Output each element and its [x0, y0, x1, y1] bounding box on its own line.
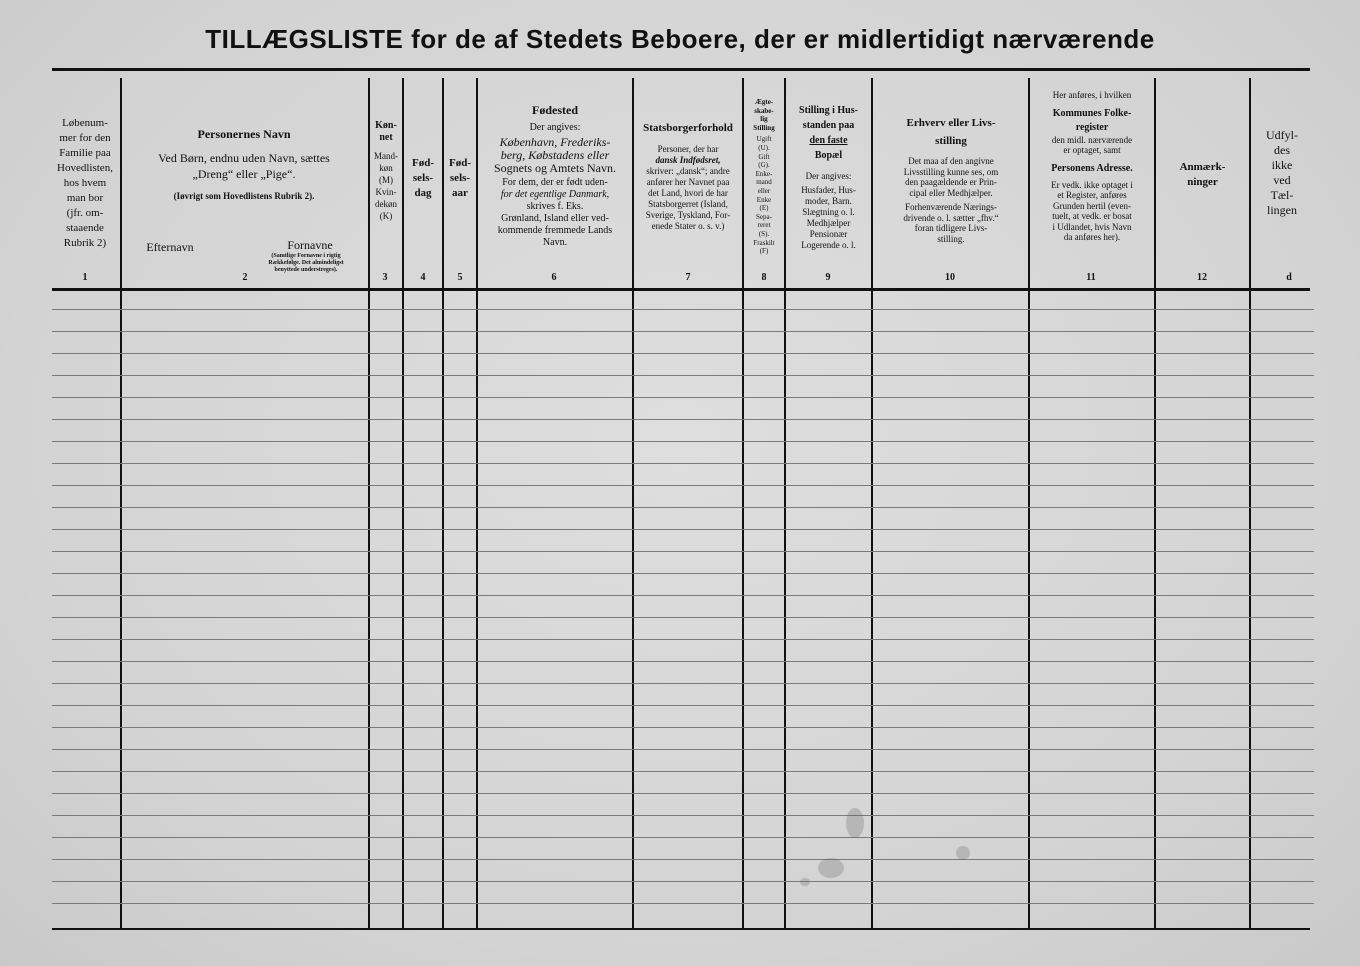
header-bottom-rule	[52, 288, 1310, 291]
col1-header: Løbenum- mer for den Familie paa Hovedlisten, hos hvem man bor (jfr. om- staaende Rubrik 2)	[57, 117, 113, 249]
col-number: 4	[420, 272, 426, 283]
row-line	[52, 353, 1314, 354]
row-line	[52, 771, 1314, 772]
paper-stain	[800, 878, 810, 886]
paper-stain	[846, 808, 864, 838]
col6-header: Fødested Der angives: København, Frederiks- berg, Købstadens eller Sognets og Amtets Navn. For dem, der er født uden- for det egentlige Danmark, skrives f. Eks. Grønland, Island eller ved- kommende fremmede Lands Navn.	[494, 103, 616, 248]
col-number: 12	[1197, 272, 1207, 283]
col-number: 10	[945, 272, 955, 283]
form-title: TILLÆGSLISTE for de af Stedets Beboere, der er midlertidigt nærværende	[205, 24, 1155, 54]
col8-header: Ægte- skabe- lig Stilling Ugift (U). Gift (G). Enke- mand eller Enke (E) Sepa- reret (S). Fraskilt (F)	[753, 98, 775, 256]
paper-stain	[956, 846, 970, 860]
col12-header: Anmærk- ninger	[1179, 161, 1226, 188]
col9-header: Stilling i Hus- standen paa den faste Bopæl Der angives: Husfader, Hus- moder, Barn. Slægtning o. l. Medhjælper Pensionær Logerende o. l.	[799, 105, 858, 250]
row-line	[52, 837, 1314, 838]
row-line	[52, 705, 1314, 706]
col-divider	[120, 78, 122, 930]
given-names-label: Fornavne	[287, 238, 333, 252]
row-line	[52, 441, 1314, 442]
col-number: 2	[242, 272, 248, 283]
col2-header: Personernes Navn Ved Børn, endnu uden Navn, sættes „Dreng“ eller „Pige“. (Iøvrigt som Hovedlistens Rubrik 2).	[158, 127, 330, 202]
row-line	[52, 749, 1314, 750]
col-divider	[402, 78, 404, 930]
row-line	[52, 485, 1314, 486]
col-number: 9	[825, 272, 831, 283]
col-divider	[1154, 78, 1156, 930]
row-line	[52, 727, 1314, 728]
row-line	[52, 595, 1314, 596]
row-line	[52, 507, 1314, 508]
paper-stain	[818, 858, 844, 878]
col-number: 7	[685, 272, 691, 283]
row-line	[52, 617, 1314, 618]
col7-header: Statsborgerforhold Personer, der har dansk Indfødsret, skriver: „dansk“; andre anfører her Navnet paa det Land, hvori de har Statsborgerret (Island, Sverige, Tyskland, For- enede Stater o. s. v.)	[643, 122, 733, 231]
row-line	[52, 661, 1314, 662]
top-rule	[52, 68, 1310, 71]
col-number: 8	[761, 272, 767, 283]
row-line	[52, 639, 1314, 640]
row-line	[52, 529, 1314, 530]
col5-header: Fød- sels- aar	[449, 157, 471, 199]
bottom-rule	[52, 928, 1310, 930]
row-line	[52, 903, 1314, 904]
col-number: 5	[457, 272, 463, 283]
surname-label: Efternavn	[146, 240, 194, 254]
col-divider	[476, 78, 478, 930]
row-line	[52, 419, 1314, 420]
col-number: d	[1286, 272, 1292, 283]
cold-header: Udfyl- des ikke ved Tæl- lingen	[1266, 128, 1298, 217]
row-line	[52, 793, 1314, 794]
row-line	[52, 815, 1314, 816]
row-line	[52, 573, 1314, 574]
col3-header: Køn- net Mand- køn (M) Kvin- dekøn (K)	[374, 120, 398, 221]
row-line	[52, 375, 1314, 376]
col-number: 6	[551, 272, 557, 283]
row-line	[52, 881, 1314, 882]
col10-header: Erhverv eller Livs- stilling Det maa af den angivne Livsstilling kunne ses, om den paagældende er Prin- cipal eller Medhjælper. Forhenværende Nærings- drivende o. l. sætter „fhv.“ foran tidligere Livs- stilling.	[903, 117, 999, 244]
given-names-note: (Samtlige Fornavne i rigtig Rækkefølge. Det almindeligst benyttede understreges).	[268, 253, 344, 273]
row-line	[52, 397, 1314, 398]
row-line	[52, 683, 1314, 684]
col-number: 3	[382, 272, 388, 283]
row-line	[52, 309, 1314, 310]
col-divider	[442, 78, 444, 930]
row-line	[52, 551, 1314, 552]
row-line	[52, 859, 1314, 860]
row-line	[52, 463, 1314, 464]
col-number: 1	[82, 272, 88, 283]
col11-header: Her anføres, i hvilken Kommunes Folke- register den midl. nærværende er optaget, samt Personens Adresse. Er vedk. ikke optaget i et Register, anføres Grunden hertil (even- tuelt, at vedk. er bosat i Udlandet, hvis Navn da anføres her).	[1051, 90, 1133, 242]
row-line	[52, 331, 1314, 332]
col-number: 11	[1086, 272, 1096, 283]
col4-header: Fød- sels- dag	[412, 157, 434, 199]
col-divider	[871, 78, 873, 930]
